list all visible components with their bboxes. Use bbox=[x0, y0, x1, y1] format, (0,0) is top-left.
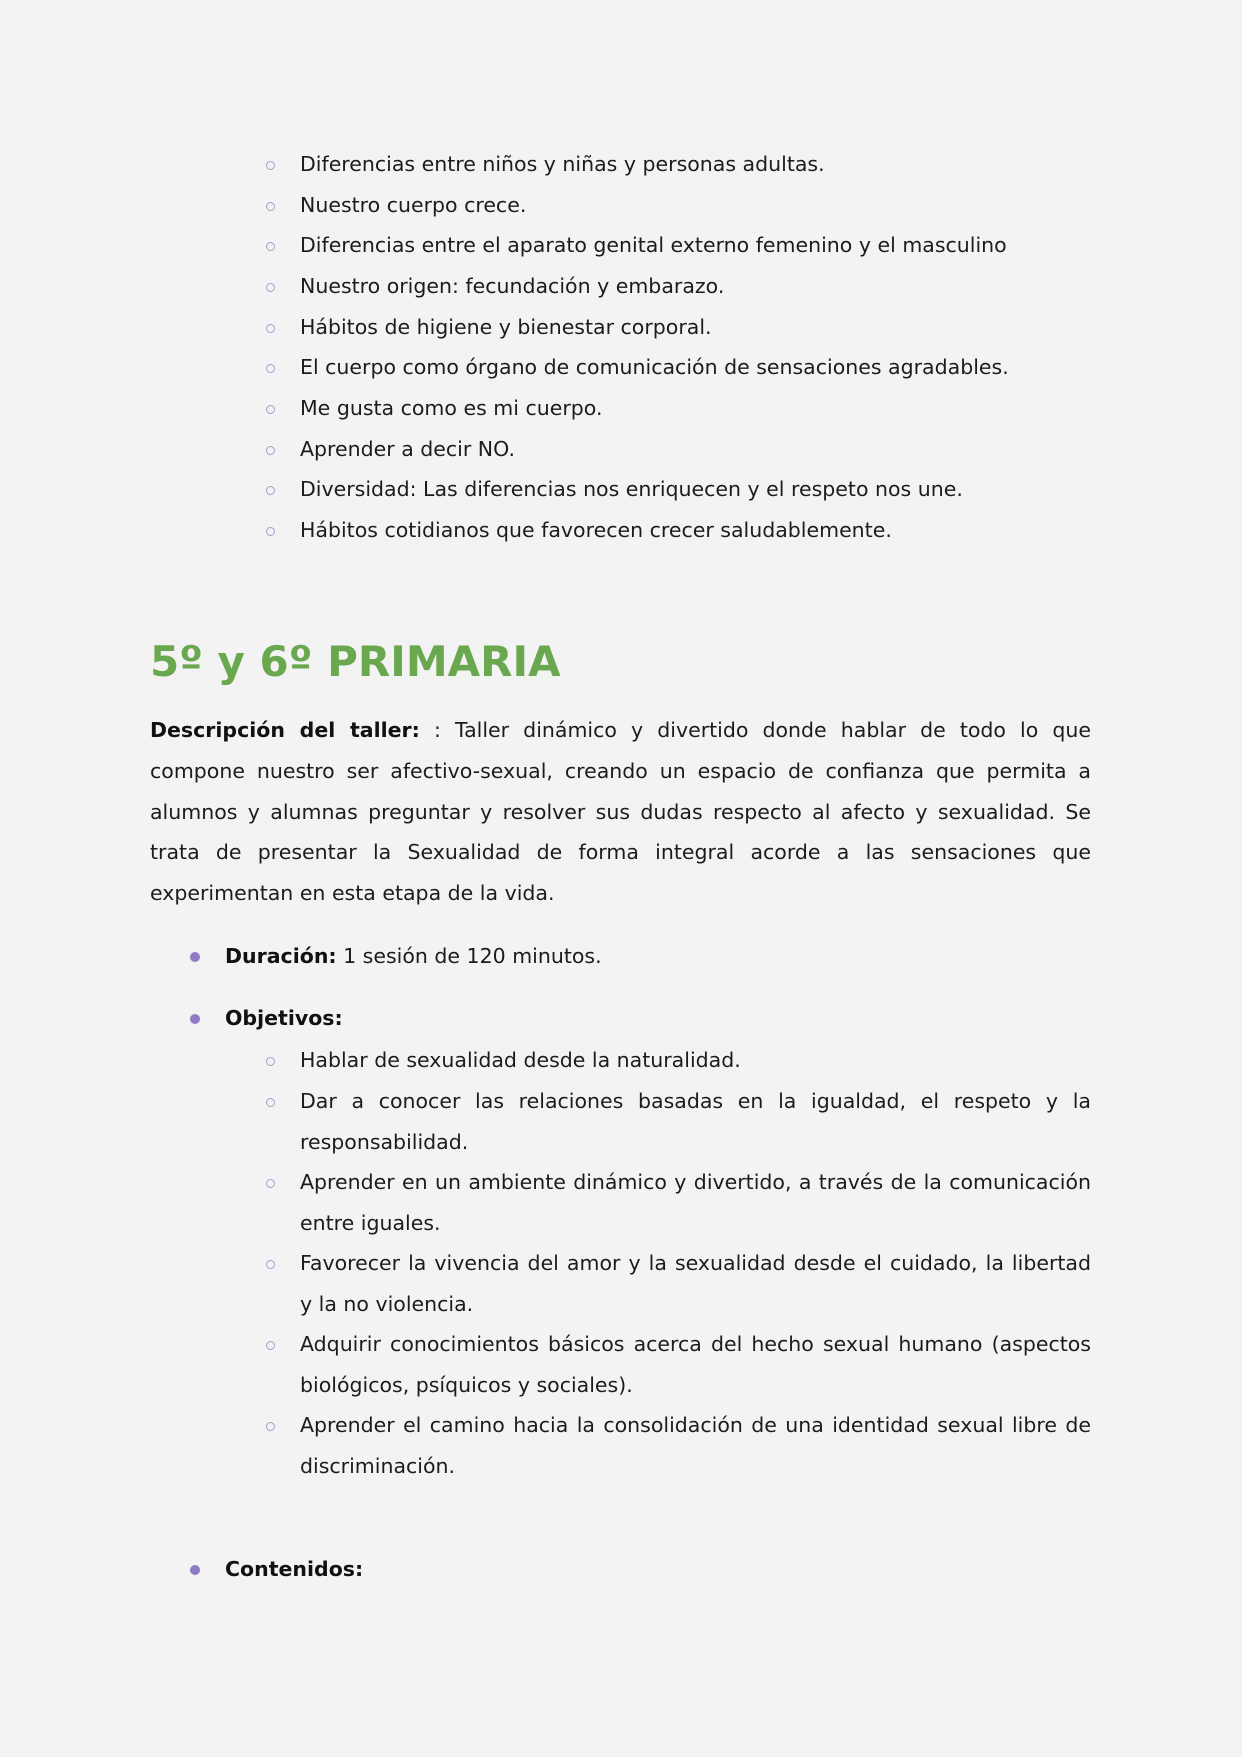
contents-label: Contenidos: bbox=[225, 1557, 364, 1581]
list-item: Diferencias entre niños y niñas y personas adultas. bbox=[300, 144, 1091, 185]
objective-item: Favorecer la vivencia del amor y la sexualidad desde el cuidado, la libertad y la no violencia. bbox=[300, 1243, 1091, 1325]
contents-item bbox=[225, 1549, 1091, 1590]
list-item: El cuerpo como órgano de comunicación de sensaciones agradables. bbox=[300, 347, 1091, 388]
section-title: 5º y 6º PRIMARIA bbox=[150, 637, 561, 686]
list-item: Nuestro cuerpo crece. bbox=[300, 185, 1091, 226]
list-item: Diferencias entre el aparato genital externo femenino y el masculino bbox=[300, 225, 1091, 266]
duration-item bbox=[225, 936, 1091, 977]
list-item: Hábitos cotidianos que favorecen crecer saludablemente. bbox=[300, 510, 1091, 551]
description-text: : Taller dinámico y divertido donde hablar de todo lo que compone nuestro ser afectivo-sexual, creando un espacio de confianza que permita a alumnos y alumnas preguntar y resolver sus dudas respecto al afecto y sexualidad. Se trata de presentar la Sexualidad de forma integral acorde a las sensaciones que experimentan en esta etapa de la vida. bbox=[150, 718, 1092, 906]
list-item: Me gusta como es mi cuerpo. bbox=[300, 388, 1091, 429]
list-item: Diversidad: Las diferencias nos enriquecen y el respeto nos une. bbox=[300, 469, 1091, 510]
description-label: Descripción del taller: bbox=[150, 718, 420, 742]
objectives-label: Objetivos: bbox=[225, 1006, 343, 1030]
list-item: Aprender a decir NO. bbox=[300, 429, 1091, 470]
objectives-item bbox=[225, 998, 1091, 1039]
list-item: Nuestro origen: fecundación y embarazo. bbox=[300, 266, 1091, 307]
description-paragraph bbox=[150, 710, 1091, 914]
objective-item: Aprender el camino hacia la consolidación de una identidad sexual libre de discriminación. bbox=[300, 1405, 1091, 1487]
objective-item: Dar a conocer las relaciones basadas en la igualdad, el respeto y la responsabilidad. bbox=[300, 1081, 1091, 1163]
objective-item: Hablar de sexualidad desde la naturalidad. bbox=[300, 1040, 1091, 1081]
list-item: Hábitos de higiene y bienestar corporal. bbox=[300, 307, 1091, 348]
objective-item: Adquirir conocimientos básicos acerca del hecho sexual humano (aspectos biológicos, psíquicos y sociales). bbox=[300, 1324, 1091, 1406]
duration-label: Duración: bbox=[225, 944, 337, 968]
duration-value: 1 sesión de 120 minutos. bbox=[336, 944, 602, 968]
objective-item: Aprender en un ambiente dinámico y divertido, a través de la comunicación entre iguales. bbox=[300, 1162, 1091, 1244]
